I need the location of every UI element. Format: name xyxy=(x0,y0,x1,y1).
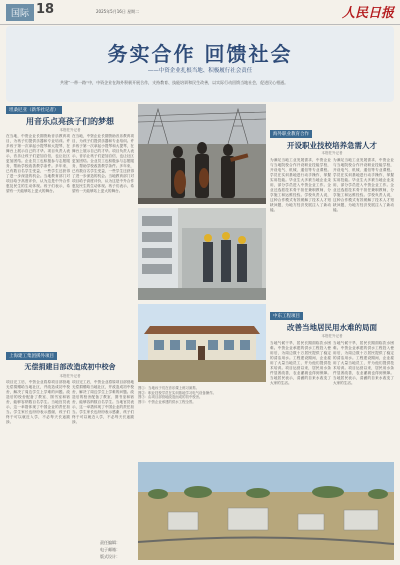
article-3-byline: 本报驻外记者 xyxy=(59,374,81,378)
footer-layout: 版式设计： xyxy=(100,554,120,559)
article-1-body-col1: 在当地，中资企业长期资助音乐教育项目，为孩子们提供乐器和专业培训。许多孩子第一次拿起小提琴和大提琴，在舞台上展示自己的才华。项目负责人表示，音乐让孩子们更加自信，也让社区更加团结。企业员工也积极参与志愿服务，帮助学校改善教学条件。多年来，已有数百名学生受益，一些学生还获得了进一步深造的机会。当地教育部门对项目给予高度评价，认为这是中外合作惠及民生的生动体现。孩子们表示，希望有一天能够站上更大的舞台。 xyxy=(6,134,70,193)
article-3-title: 无偿捐建目部改造成初中校舍 xyxy=(24,362,116,371)
footer-editor: 责任编辑： xyxy=(100,540,120,545)
article-4-title: 改善当地居民用水难的局面 xyxy=(287,323,377,332)
article-3-section-label: 上海建工集团援外项目 xyxy=(6,352,57,360)
article-1-body-col2: 在当地，中资企业长期资助音乐教育项目，为孩子们提供乐器和专业培训。许多孩子第一次拿起小提琴和大提琴，在舞台上展示自己的才华。项目负责人表示，音乐让孩子们更加自信，也让社区更加团结。企业员工也积极参与志愿服务，帮助学校改善教学条件。多年来，已有数百名学生受益，一些学生还获得了进一步深造的机会。当地教育部门对项目给予高度评价，认为这是中外合作惠及民生的生动体现。孩子们表示，希望有一天能够站上更大的舞台。 xyxy=(72,134,134,193)
caption-1: 图①：当地孩子们在音乐课上练习演奏。 xyxy=(138,386,200,390)
footer-email: 电子邮箱： xyxy=(100,547,120,552)
photo-musicians xyxy=(138,104,266,204)
article-2-byline: 本报驻外记者 xyxy=(321,151,343,155)
article-2-section-label: 海外职业教育合作 xyxy=(270,130,312,138)
article-1-section-label: 坦桑尼亚（新华社记者） xyxy=(6,106,62,114)
photo-captions xyxy=(138,386,266,446)
article-1-title: 用音乐点亮孩子们的梦想 xyxy=(26,116,114,126)
caption-4: 图④：中资企业承建的供水工程全景。 xyxy=(138,399,196,404)
lede-paragraph: 共建“一带一路”中，中资企业在海外积极开展合作，支持教育、技能培训和民生改善，以实际行动回馈当地社会，促进民心相通。 xyxy=(60,80,289,85)
article-4-body-col1: 当地气候干旱，居民长期面临饮水困难。中资企业承建的供水工程投入使用后，为周边数十万居民提供了稳定的清洁用水。工程建设期间，企业雇用了大量当地员工，并为他们提供技术培训。项目运营以来，居民用水条件显著改善，农业灌溉也得到保障。当地居民表示，清澈的自来水改变了大家的生活。 xyxy=(270,341,331,385)
photo-vocational-training xyxy=(138,208,266,300)
article-3-body-col2: 项目完工后，中资企业将原项目部营地无偿捐赠给当地社区，并改造成初中校舍，解决了周边学生上学难的问题。改造后的校舍配备了教室、图书室和宿舍，能够容纳数百名学生。当地官员表示，这一举措体现了中国企业的责任担当。学生家长也纷纷表示感谢，孩子们终于可以就近入学，不必每天长途跋涉。 xyxy=(72,380,134,424)
issue-date: 2025年5月16日 星期二 xyxy=(96,9,140,14)
article-2-title: 开设职业技校培养急需人才 xyxy=(287,141,377,150)
caption-2: 图②：职业技校学员在实训基地学习电气设备操作。 xyxy=(138,390,216,395)
photo-water-project xyxy=(138,462,394,560)
article-2-body-col2: 为满足当地工业发展需求，中资企业与当地院校合作开设职业技能学校，开设电气、机械、通信等专业课程。学员在实训基地进行动手操作，掌握实用技能。毕业生大多被当地企业录用，部分学员进入中资企业工作。企业还选派技术骨干担任兼职教师，分享施工和运维经验。学校负责人说，这种合作模式有效缓解了技术人才短缺问题，为地方经济发展注入了新动能。 xyxy=(333,158,394,212)
page-number: 18 xyxy=(36,2,55,17)
photo-school-building xyxy=(138,304,266,382)
page-header xyxy=(0,0,400,25)
newspaper-logo: 人民日报 xyxy=(341,6,394,21)
article-4-byline: 本报驻外记者 xyxy=(321,334,343,338)
article-2-body-col1: 为满足当地工业发展需求，中资企业与当地院校合作开设职业技能学校，开设电气、机械、通信等专业课程。学员在实训基地进行动手操作，掌握实用技能。毕业生大多被当地企业录用，部分学员进入中资企业工作。企业还选派技术骨干担任兼职教师，分享施工和运维经验。学校负责人说，这种合作模式有效缓解了技术人才短缺问题，为地方经济发展注入了新动能。 xyxy=(270,158,331,212)
main-subtitle: ——中资企业扎根当地、积极履行社会责任 xyxy=(147,68,253,74)
main-headline: 务实合作 回馈社会 xyxy=(107,42,293,66)
article-4-body-col2: 当地气候干旱，居民长期面临饮水困难。中资企业承建的供水工程投入使用后，为周边数十万居民提供了稳定的清洁用水。工程建设期间，企业雇用了大量当地员工，并为他们提供技术培训。项目运营以来，居民用水条件显著改善，农业灌溉也得到保障。当地居民表示，清澈的自来水改变了大家的生活。 xyxy=(333,341,394,385)
article-1-byline: 本报驻外记者 xyxy=(59,128,81,132)
section-tag: 国际 xyxy=(6,4,34,21)
article-3-body-col1: 项目完工后，中资企业将原项目部营地无偿捐赠给当地社区，并改造成初中校舍，解决了周边学生上学难的问题。改造后的校舍配备了教室、图书室和宿舍，能够容纳数百名学生。当地官员表示，这一举措体现了中国企业的责任担当。学生家长也纷纷表示感谢，孩子们终于可以就近入学，不必每天长途跋涉。 xyxy=(6,380,70,424)
article-4-section-label: 中东工程项目 xyxy=(270,312,303,320)
caption-3: 图③：由项目部营地改造而成的初中校舍。 xyxy=(138,395,203,400)
